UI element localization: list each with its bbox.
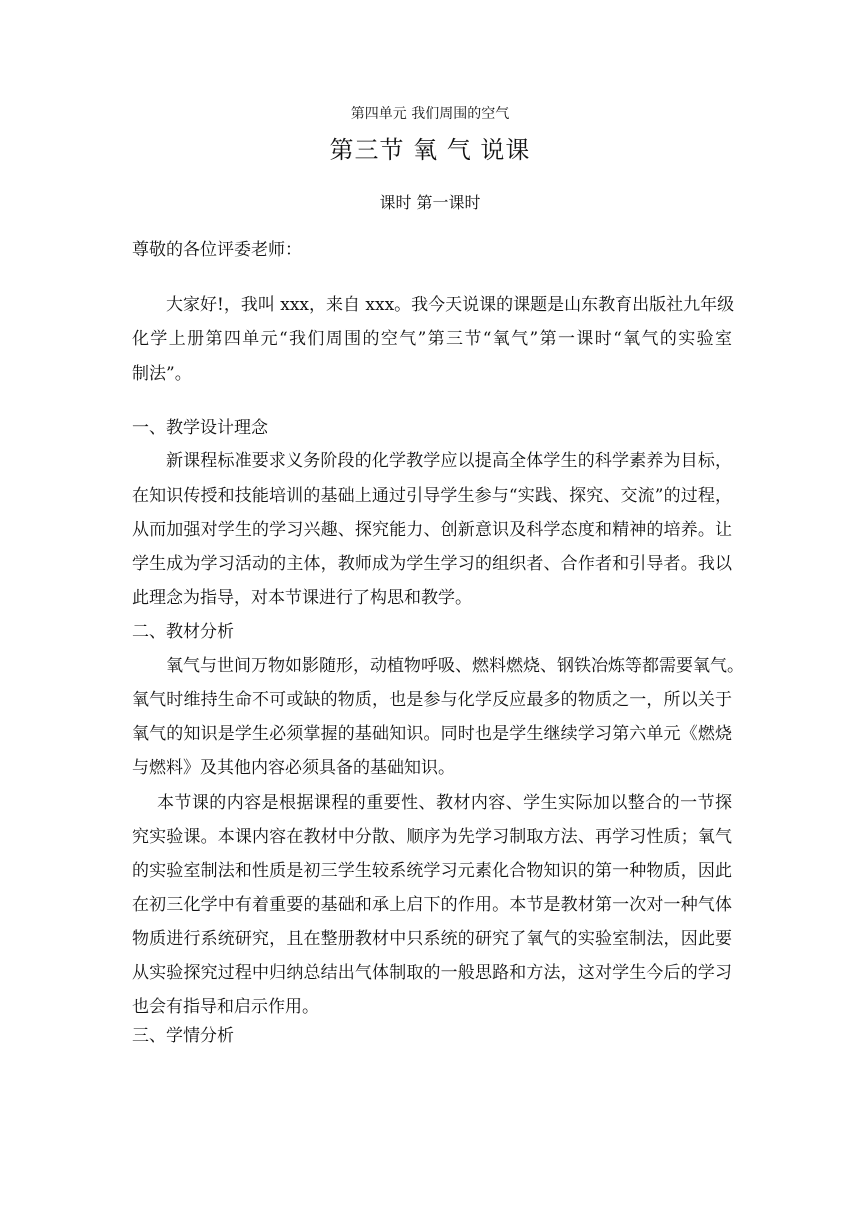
paragraph-line: 氧气与世间万物如影随形，动植物呼吸、燃料燃烧、钢铁冶炼等都需要氧气。 [166, 656, 744, 676]
lesson-title: 第三节 氧 气 说课 [329, 136, 531, 164]
paragraph-line: 物质进行系统研究，且在整册教材中只系统的研究了氧气的实验室制法，因此要 [132, 929, 732, 949]
paragraph-line: 与燃料》及其他内容必须具备的基础知识。 [132, 758, 455, 778]
paragraph-line: 氧气时维持生命不可或缺的物质，也是参与化学反应最多的物质之一，所以关于 [132, 690, 732, 710]
paragraph-line: 此理念为指导，对本节课进行了构思和教学。 [132, 588, 472, 608]
greeting: 尊敬的各位评委老师： [132, 240, 302, 260]
paragraph-line: 本节课的内容是根据课程的重要性、教材内容、学生实际加以整合的一节探 [157, 793, 732, 813]
section-heading: 一、教学设计理念 [132, 418, 268, 438]
intro-line: 大家好!，我叫 xxx，来自 xxx。我今天说课的课题是山东教育出版社九年级 [166, 295, 735, 315]
intro-line: 化学上册第四单元“我们周围的空气”第三节“氧气”第一课时“氧气的实验室 [132, 329, 732, 349]
paragraph-line: 新课程标准要求义务阶段的化学教学应以提高全体学生的科学素养为目标， [166, 451, 732, 471]
section-heading: 二、教材分析 [132, 622, 234, 642]
intro-line: 制法”。 [132, 364, 192, 384]
section-heading: 三、学情分析 [132, 1026, 234, 1046]
paragraph-line: 学生成为学习活动的主体，教师成为学生学习的组织者、合作者和引导者。我以 [132, 554, 732, 574]
paragraph-line: 的实验室制法和性质是初三学生较系统学习元素化合物知识的第一种物质，因此 [132, 861, 732, 881]
paragraph-line: 从而加强对学生的学习兴趣、探究能力、创新意识及科学态度和精神的培养。让 [132, 520, 732, 540]
paragraph-line: 在初三化学中有着重要的基础和承上启下的作用。本节是教材第一次对一种气体 [132, 895, 732, 915]
lesson-period: 课时 第一课时 [379, 193, 481, 212]
paragraph-line: 究实验课。本课内容在教材中分散、顺序为先学习制取方法、再学习性质；氧气 [132, 827, 732, 847]
paragraph-line: 也会有指导和启示作用。 [132, 997, 319, 1017]
paragraph-line: 氧气的知识是学生必须掌握的基础知识。同时也是学生继续学习第六单元《燃烧 [132, 724, 732, 744]
paragraph-line: 从实验探究过程中归纳总结出气体制取的一般思路和方法，这对学生今后的学习 [132, 963, 732, 983]
paragraph-line: 在知识传授和技能培训的基础上通过引导学生参与“实践、探究、交流”的过程， [132, 486, 732, 506]
unit-title: 第四单元 我们周围的空气 [350, 106, 510, 122]
